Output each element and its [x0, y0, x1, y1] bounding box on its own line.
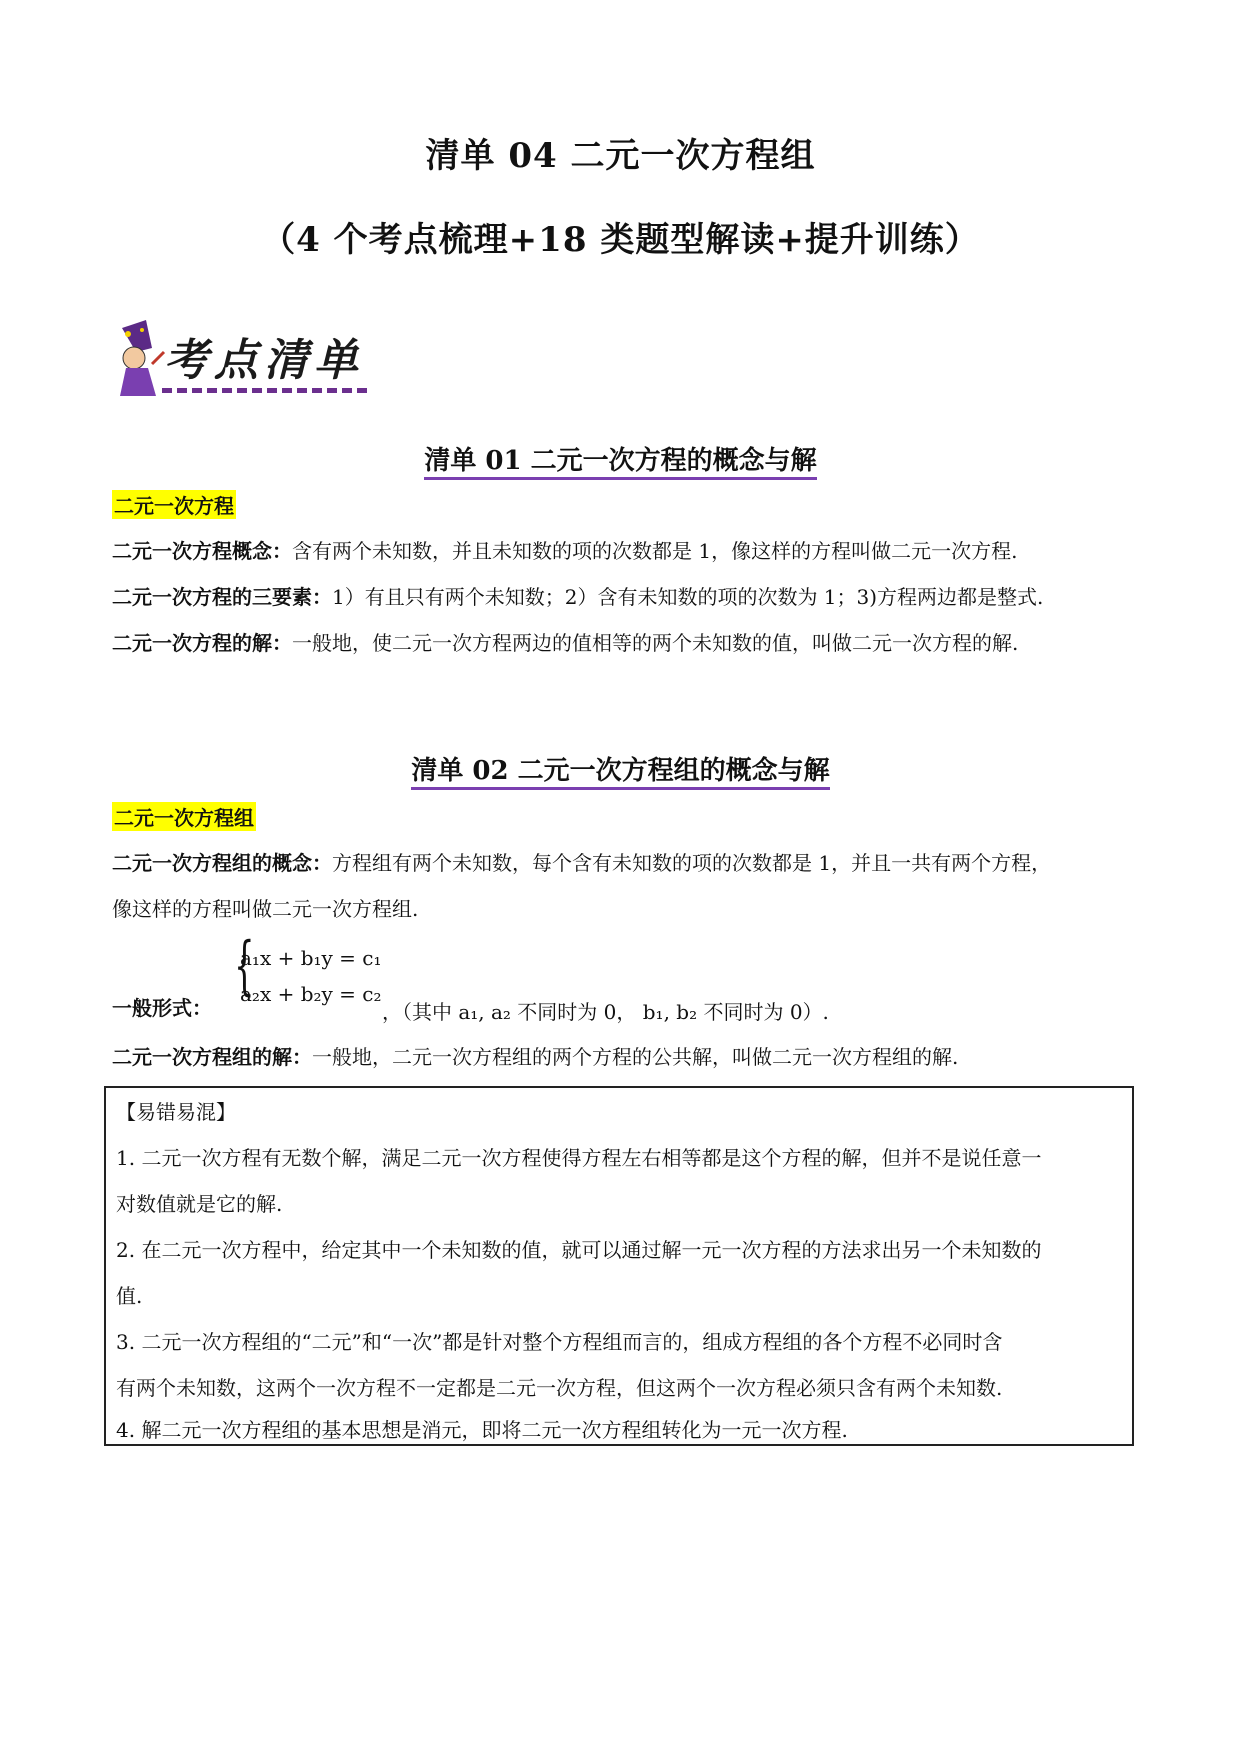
- banner-text: 考点清单: [164, 335, 364, 386]
- notebox-line: 有两个未知数，这两个一次方程不一定都是二元一次方程，但这两个一次方程必须只含有两个未知数.: [116, 1376, 1003, 1400]
- banner-dash-divider: [162, 388, 367, 393]
- section2-concept: 二元一次方程组的概念：方程组有两个未知数，每个含有未知数的项的次数都是 1，并且一共有两个方程，: [112, 851, 1052, 875]
- equation-2: a₂x + b₂y = c₂: [240, 982, 382, 1006]
- page-title: 清单 04 二元一次方程组: [425, 136, 816, 176]
- section1-heading: 清单 01 二元一次方程的概念与解: [0, 440, 1241, 477]
- section1-item: 二元一次方程概念：含有两个未知数，并且未知数的项的次数都是 1，像这样的方程叫做二元一次方程.: [112, 539, 1018, 563]
- equation-1: a₁x + b₁y = c₁: [240, 946, 382, 970]
- section1-item: 二元一次方程的三要素：1）有且只有两个未知数；2）含有未知数的项的次数为 1；3)方程两边都是整式.: [112, 585, 1044, 609]
- general-form-note: ，（其中 a₁, a₂ 不同时为 0， b₁, b₂ 不同时为 0）.: [382, 1000, 829, 1024]
- wizard-mascot-icon: [112, 318, 168, 402]
- notebox-line: 3. 二元一次方程组的“二元”和“一次”都是针对整个方程组而言的，组成方程组的各个方程不必同时含: [116, 1330, 1003, 1354]
- notebox-line: 2. 在二元一次方程中，给定其中一个未知数的值，就可以通过解一元一次方程的方法求出另一个未知数的: [116, 1238, 1042, 1262]
- notebox-header: 【易错易混】: [116, 1100, 236, 1124]
- kaodian-banner: [112, 318, 372, 402]
- left-brace-icon: {: [234, 929, 255, 1003]
- section2-heading: 清单 02 二元一次方程组的概念与解: [0, 750, 1241, 787]
- notebox-line: 1. 二元一次方程有无数个解，满足二元一次方程使得方程左右相等都是这个方程的解，但并不是说任意一: [116, 1146, 1042, 1170]
- section1-item: 二元一次方程的解：一般地，使二元一次方程两边的值相等的两个未知数的值，叫做二元一次方程的解.: [112, 631, 1019, 655]
- notebox-line: 对数值就是它的解.: [116, 1192, 283, 1216]
- general-form: [112, 929, 1142, 1024]
- page-subtitle: （4 个考点梳理+18 类题型解读+提升训练）: [261, 220, 980, 260]
- notebox-line: 4. 解二元一次方程组的基本思想是消元，即将二元一次方程组转化为一元一次方程.: [116, 1418, 848, 1442]
- section2-highlight: 二元一次方程组: [112, 802, 256, 831]
- general-form-label: 一般形式：: [112, 996, 212, 1020]
- section2-concept-cont: 像这样的方程叫做二元一次方程组.: [112, 897, 419, 921]
- section2-solution: 二元一次方程组的解：一般地，二元一次方程组的两个方程的公共解，叫做二元一次方程组的解.: [112, 1045, 959, 1069]
- notebox-line: 值.: [116, 1284, 143, 1308]
- section1-highlight: 二元一次方程: [112, 490, 236, 519]
- error-prone-box: [104, 1086, 1134, 1446]
